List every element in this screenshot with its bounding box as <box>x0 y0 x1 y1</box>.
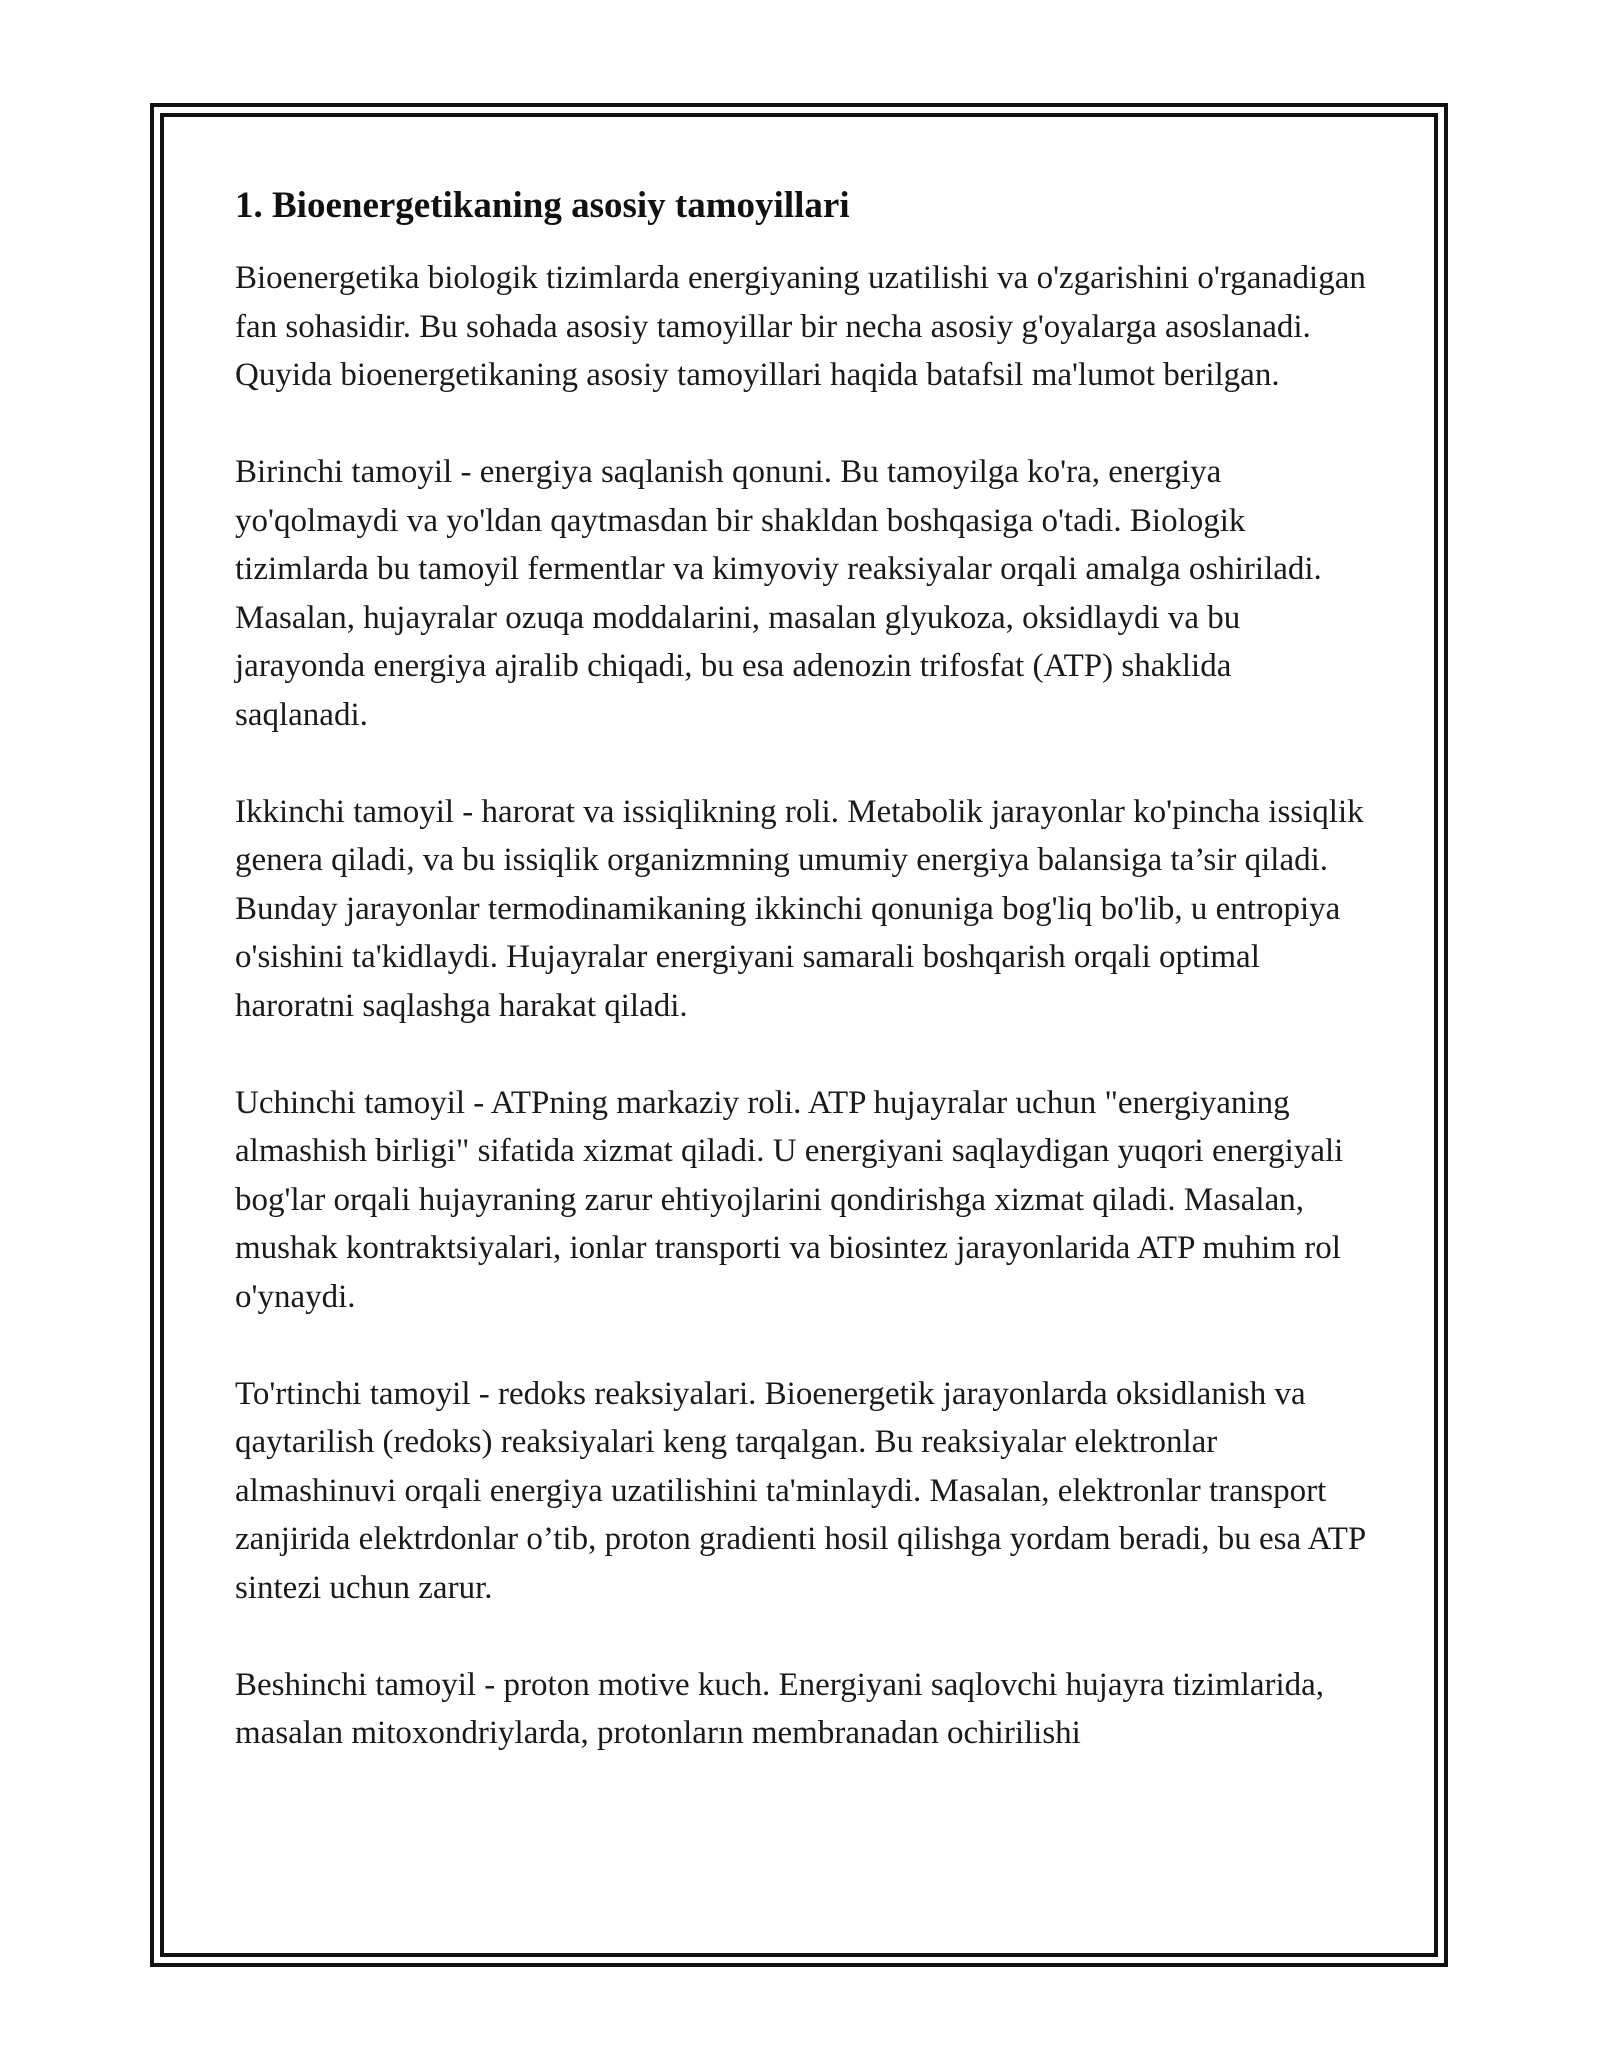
paragraph-intro: Bioenergetika biologik tizimlarda energiyaning uzatilishi va o'zgarishini o'rganadigan fan sohasidir. Bu sohada asosiy tamoyillar bir necha asosiy g'oyalarga asoslanadi. Quyida bioenergetikaning asosiy tamoyillari haqida batafsil ma'lumot berilgan. <box>235 260 1366 393</box>
paragraph-fifth-principle: Beshinchi tamoyil - proton motive kuch. Energiyani saqlovchi hujayra tizimlarida, masalan mitoxondriylarda, protonların membranadan ochirilishi <box>235 1666 1325 1751</box>
paragraph-fourth-principle: To'rtinchi tamoyil - redoks reaksiyalari. Bioenergetik jarayonlarda oksidlanish va qaytarilish (redoks) reaksiyalari keng tarqalgan. Bu reaksiyalar elektronlar almashinuvi orqali energiya uzatilishini ta'minlaydi. Masalan, elektronlar transport zanjirida elektrdonlar o’tib, proton gradienti hosil qilishga yordam beradi, bu esa ATP sintezi uchun zarur. <box>235 1375 1365 1606</box>
section-heading: 1. Bioenergetikaning asosiy tamoyillari <box>235 185 850 226</box>
paragraph-third-principle: Uchinchi tamoyil - ATPning markaziy roli. ATP hujayralar uchun "energiyaning almashish birligi" sifatida xizmat qiladi. U energiyani saqlaydigan yuqori energiyali bog'lar orqali hujayraning zarur ehtiyojlarini qondirishga xizmat qiladi. Masalan, mushak kontraktsiyalari, ionlar transporti va biosintez jarayonlarida ATP muhim rol o'ynaydi. <box>235 1084 1344 1315</box>
paragraph-first-principle: Birinchi tamoyil - energiya saqlanish qonuni. Bu tamoyilga ko'ra, energiya yo'qolmaydi va yo'ldan qaytmasdan bir shakldan boshqasiga o'tadi. Biologik tizimlarda bu tamoyil fermentlar va kimyoviy reaksiyalar orqali amalga oshiriladi. Masalan, hujayralar ozuqa moddalarini, masalan glyukoza, oksidlaydi va bu jarayonda energiya ajralib chiqadi, bu esa adenozin trifosfat (ATP) shaklida saqlanadi. <box>235 454 1322 733</box>
paragraph-second-principle: Ikkinchi tamoyil - harorat va issiqlikning roli. Metabolik jarayonlar ko'pincha issiqlik genera qiladi, va bu issiqlik organizmning umumiy energiya balansiga ta’sir qiladi. Bunday jarayonlar termodinamikaning ikkinchi qonuniga bog'liq bo'lib, u entropiya o'sishini ta'kidlaydi. Hujayralar energiyani samarali boshqarish orqali optimal haroratni saqlashga harakat qiladi. <box>235 793 1364 1024</box>
document-body <box>235 184 1370 1806</box>
